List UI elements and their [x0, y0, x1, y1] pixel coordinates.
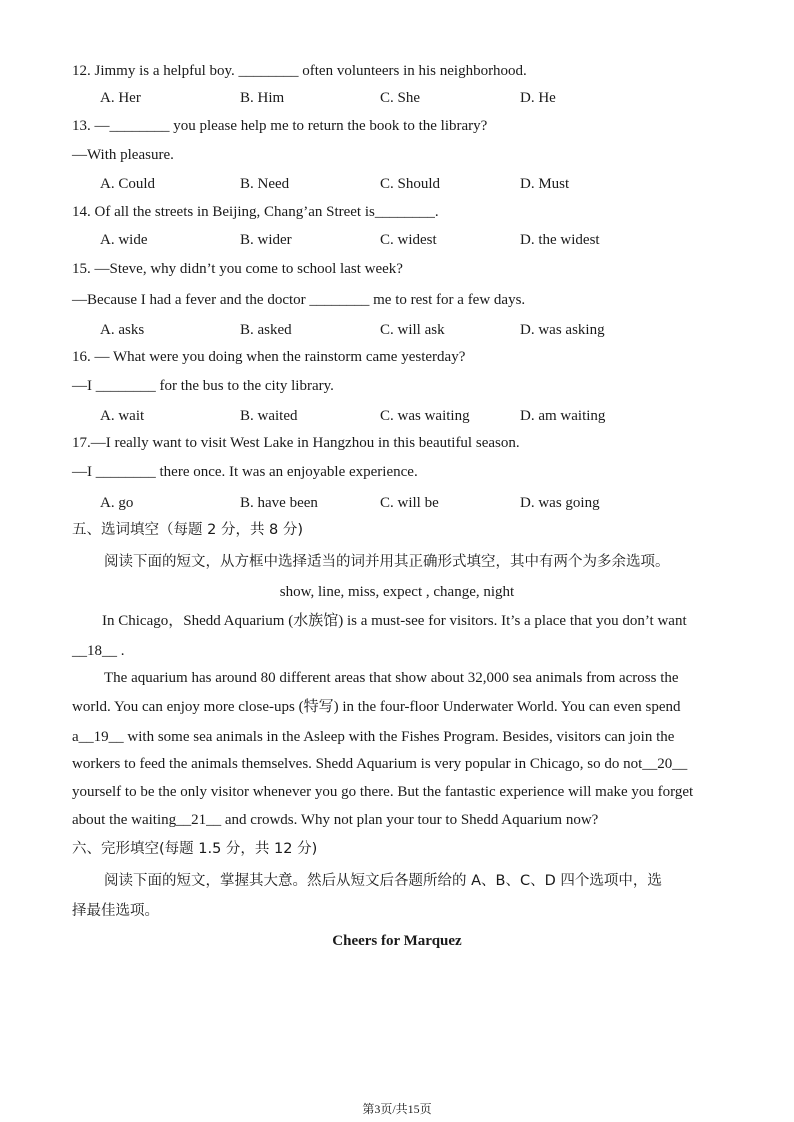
question-15-reply: —Because I had a fever and the doctor ________ me to rest for a few days. — [72, 292, 526, 308]
question-15-option-c: C. will ask — [380, 322, 445, 338]
question-13-option-d: D. Must — [520, 176, 570, 192]
section-6-instruction-line-2: 择最佳选项。 — [72, 903, 159, 919]
question-17-option-d: D. was going — [520, 495, 600, 511]
question-17-option-b: B. have been — [240, 495, 318, 511]
page-number: 第3页/共15页 — [362, 1102, 432, 1116]
question-14-option-d: D. the widest — [520, 232, 600, 248]
passage-title: Cheers for Marquez — [332, 933, 462, 949]
question-17-option-a: A. go — [100, 495, 134, 511]
passage-line: world. You can enjoy more close-ups (特写) in the four-floor Underwater World. You can even spend — [72, 699, 681, 715]
question-12-option-b: B. Him — [240, 90, 285, 106]
question-12-option-c: C. She — [380, 90, 421, 106]
question-15-stem: 15. —Steve, why didn’t you come to school last week? — [72, 261, 403, 277]
question-16-option-b: B. waited — [240, 408, 298, 424]
passage-line: yourself to be the only visitor whenever you go there. But the fantastic experience will make you forget — [72, 784, 694, 800]
question-13-option-c: C. Should — [380, 176, 441, 192]
question-17-option-c: C. will be — [380, 495, 439, 511]
question-14-option-a: A. wide — [100, 232, 148, 248]
question-16-option-a: A. wait — [100, 408, 145, 424]
word-box-list: show, line, miss, expect , change, night — [279, 584, 515, 600]
question-15-option-a: A. asks — [100, 322, 145, 338]
question-16-reply: —I ________ for the bus to the city library. — [72, 378, 334, 394]
question-12-option-a: A. Her — [100, 90, 141, 106]
question-13-stem: 13. —________ you please help me to return the book to the library? — [72, 118, 488, 134]
section-6-instruction-line-1: 阅读下面的短文，掌握其大意。然后从短文后各题所给的 A、B、C、D 四个选项中，选 — [104, 873, 662, 889]
passage-line: workers to feed the animals themselves. Shedd Aquarium is very popular in Chicago, so do not__20__ — [72, 756, 688, 772]
passage-line: The aquarium has around 80 different areas that show about 32,000 sea animals from across the — [104, 670, 679, 686]
passage-line: a__19__ with some sea animals in the Asleep with the Fishes Program. Besides, visitors can join the — [72, 729, 675, 745]
question-16-option-c: C. was waiting — [380, 408, 470, 424]
question-13-option-b: B. Need — [240, 176, 290, 192]
question-17-stem: 17.—I really want to visit West Lake in Hangzhou in this beautiful season. — [72, 435, 520, 451]
question-14-option-b: B. wider — [240, 232, 292, 248]
section-5-instruction: 阅读下面的短文，从方框中选择适当的词并用其正确形式填空，其中有两个为多余选项。 — [104, 554, 670, 570]
passage-line: about the waiting__21__ and crowds. Why not plan your tour to Shedd Aquarium now? — [72, 812, 599, 828]
passage-line: In Chicago，Shedd Aquarium (水族馆) is a must-see for visitors. It’s a place that you don’t want — [102, 613, 687, 629]
question-15-option-d: D. was asking — [520, 322, 605, 338]
section-5-heading: 五、选词填空（每题 2 分，共 8 分) — [72, 522, 304, 538]
question-17-reply: —I ________ there once. It was an enjoyable experience. — [72, 464, 418, 480]
question-14-option-c: C. widest — [380, 232, 437, 248]
question-13-option-a: A. Could — [100, 176, 156, 192]
question-16-option-d: D. am waiting — [520, 408, 606, 424]
question-13-reply: —With pleasure. — [72, 147, 174, 163]
question-12-option-d: D. He — [520, 90, 556, 106]
question-16-stem: 16. — What were you doing when the rainstorm came yesterday? — [72, 349, 466, 365]
question-12-stem: 12. Jimmy is a helpful boy. ________ often volunteers in his neighborhood. — [72, 63, 527, 79]
section-6-heading: 六、完形填空(每题 1.5 分，共 12 分) — [72, 841, 318, 857]
passage-line: __18__ . — [72, 643, 125, 659]
question-14-stem: 14. Of all the streets in Beijing, Chang’an Street is________. — [72, 204, 439, 220]
question-15-option-b: B. asked — [240, 322, 292, 338]
